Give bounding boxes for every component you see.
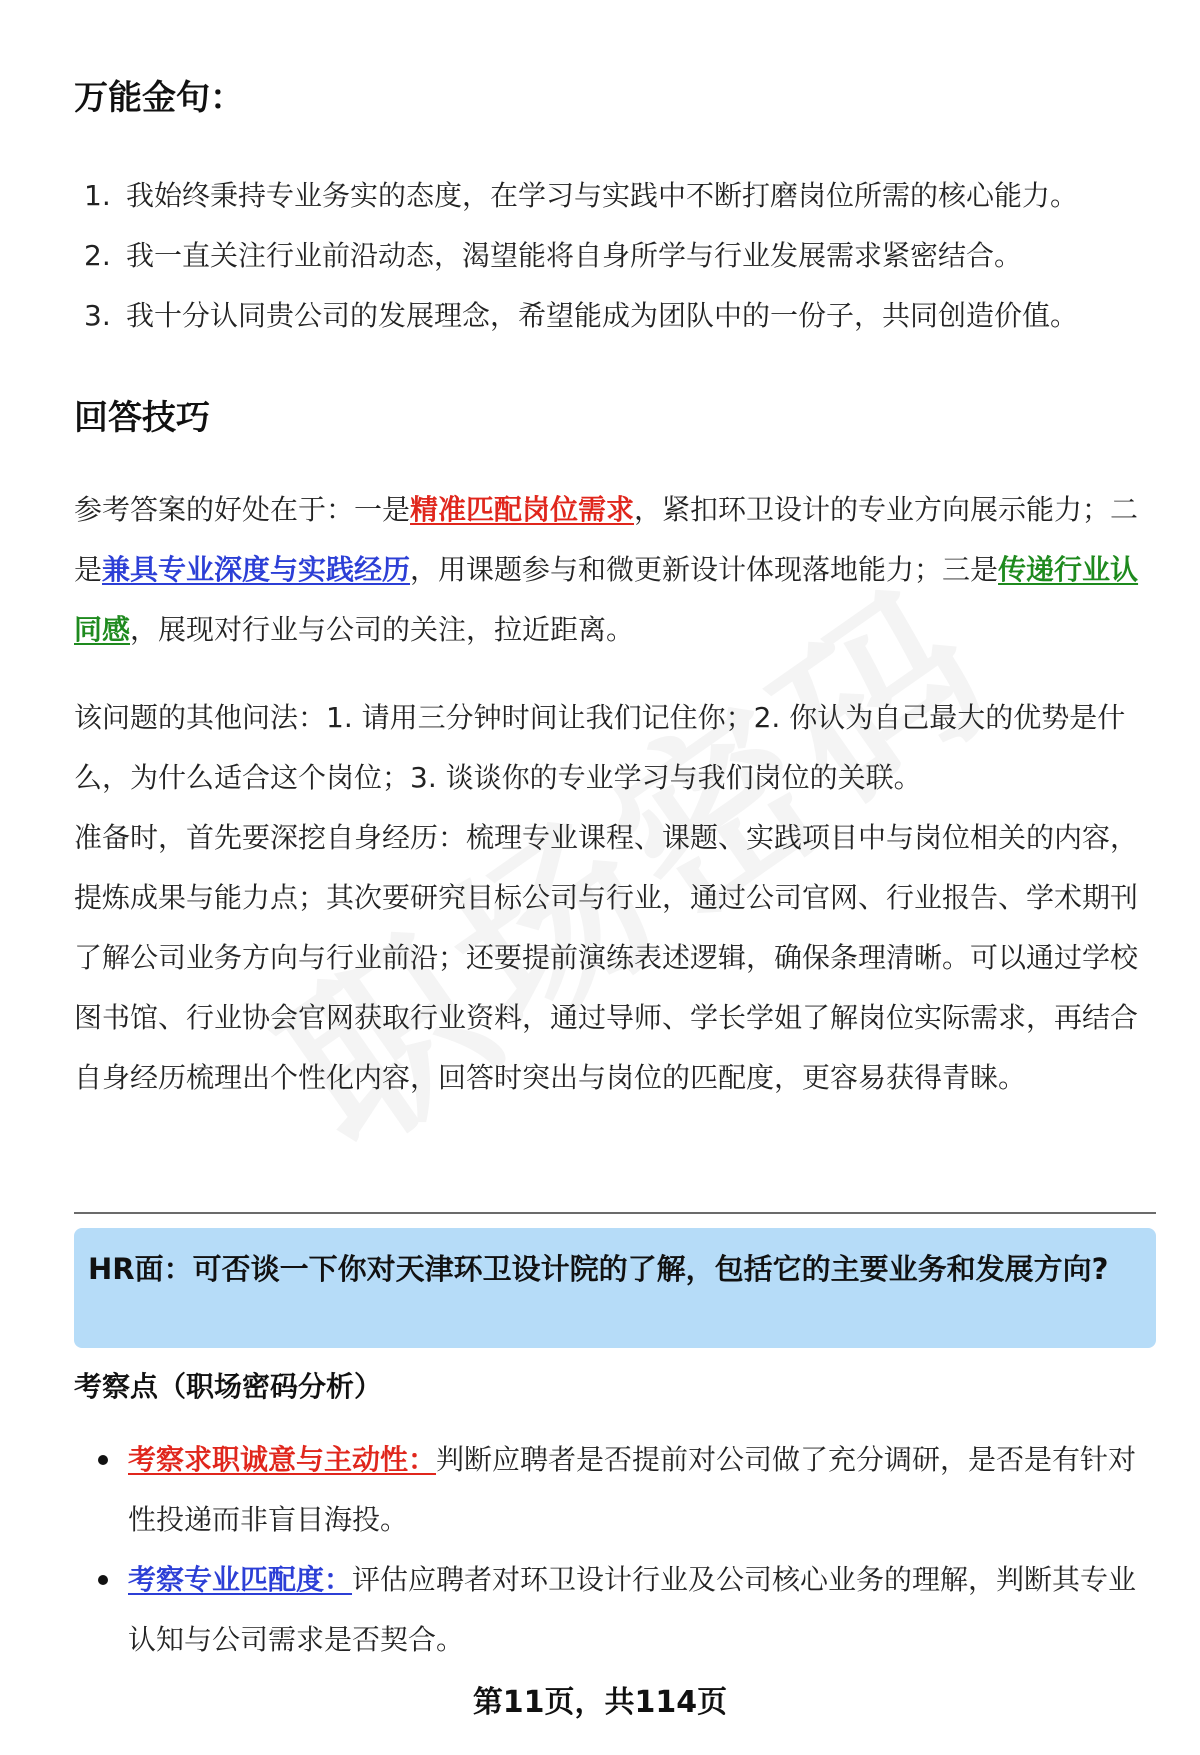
golden-sentence-list [84, 166, 1078, 346]
kaocha-list [98, 1430, 1156, 1670]
preparation-paragraph: 准备时，首先要深挖自身经历：梳理专业课程、课题、实践项目中与岗位相关的内容，提炼成果与能力点；其次要研究目标公司与行业，通过公司官网、行业报告、学术期刊了解公司业务方向与行业前沿；还要提前演练表述逻辑，确保条理清晰。可以通过学校图书馆、行业协会官网获取行业资料，通过导师、学长学姐了解岗位实际需求，再结合自身经历梳理出个性化内容，回答时突出与岗位的匹配度，更容易获得青睐。 [74, 821, 1139, 1094]
hr-question-box: HR面：可否谈一下你对天津环卫设计院的了解，包括它的主要业务和发展方向? [74, 1228, 1156, 1348]
list-item: 3. 我十分认同贵公司的发展理念，希望能成为团队中的一份子，共同创造价值。 [84, 299, 1079, 332]
section-divider [74, 1212, 1156, 1214]
kaocha-title: 考察点（职场密码分析） [74, 1370, 383, 1403]
bullet-icon [98, 1455, 108, 1465]
section-title-huida: 回答技巧 [74, 398, 210, 438]
bullet-icon [98, 1575, 108, 1585]
other-questions-paragraph: 该问题的其他问法：1. 请用三分钟时间让我们记住你；2. 你认为自己最大的优势是什么，为什么适合这个岗位；3. 谈谈你的专业学习与我们岗位的关联。 [74, 701, 1126, 794]
reference-answer-paragraph: 参考答案的好处在于：一是精准匹配岗位需求，紧扣环卫设计的专业方向展示能力；二是兼具专业深度与实践经历，用课题参与和微更新设计体现落地能力；三是传递行业认同感，展现对行业与公司的关注，拉近距离。 [74, 493, 1139, 646]
section-title-wanneng: 万能金句： [74, 78, 244, 118]
list-item: 1. 我始终秉持专业务实的态度，在学习与实践中不断打磨岗位所需的核心能力。 [84, 179, 1079, 212]
list-item: 考察求职诚意与主动性：判断应聘者是否提前对公司做了充分调研，是否是有针对性投递而非盲目海投。 [98, 1430, 1156, 1550]
highlight-green: 传递行业认同感 [74, 553, 1139, 646]
list-item: 2. 我一直关注行业前沿动态，渴望能将自身所学与行业发展需求紧密结合。 [84, 239, 1023, 272]
highlight-red: 精准匹配岗位需求 [410, 493, 635, 526]
page-footer: 第11页，共114页 [472, 1685, 728, 1720]
highlight-blue: 兼具专业深度与实践经历 [102, 553, 411, 586]
list-item: 考察专业匹配度：评估应聘者对环卫设计行业及公司核心业务的理解，判断其专业认知与公司需求是否契合。 [98, 1550, 1156, 1670]
